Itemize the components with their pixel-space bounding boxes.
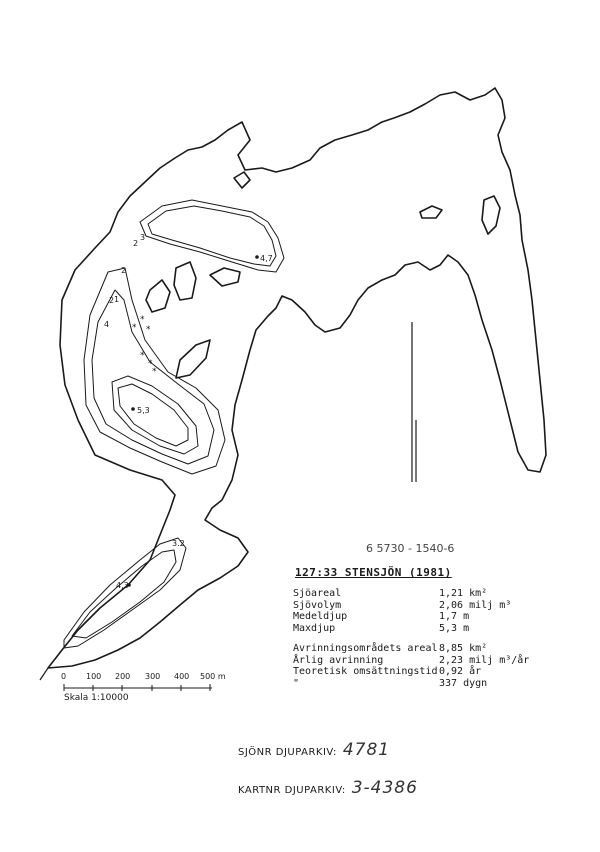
kartnr-value: 3-4386 (351, 778, 418, 798)
svg-text:*: * (140, 315, 145, 325)
vegetation-symbols (132, 315, 157, 377)
depth-label-4-7: 4,7 (260, 254, 273, 263)
island-5 (420, 206, 442, 218)
contour-south-1 (64, 538, 186, 648)
scale-tick-200: 200 (115, 672, 131, 681)
scale-tick-300: 300 (145, 672, 161, 681)
island-4 (210, 268, 240, 286)
island-2 (174, 262, 196, 300)
contour-label-3: 3 (140, 233, 146, 242)
svg-text:*: * (152, 367, 157, 377)
scale-tick-100: 100 (86, 672, 102, 681)
stat-row: Sjöareal 1,21 km² (293, 588, 488, 599)
svg-text:*: * (146, 325, 151, 335)
contour-label-3-2: 3.2 (172, 539, 185, 548)
scale-caption: Skala 1:10000 (64, 693, 129, 703)
lake-statistics (293, 588, 559, 689)
sjonr-archive (238, 740, 390, 760)
stat-row: Maxdjup 5,3 m (293, 622, 470, 634)
depth-label-4-3: 4,3 (116, 581, 129, 590)
kartnr-archive (238, 778, 418, 798)
contour-central-4 (118, 384, 188, 446)
sjonr-value: 4781 (342, 740, 391, 760)
scale-tick-0: 0 (61, 672, 67, 681)
depth-label-5-3: 5,3 (137, 406, 150, 415)
island-7 (234, 172, 250, 188)
island-3 (176, 340, 210, 378)
contour-label-4: 4 (104, 320, 110, 329)
stat-row: Sjövolym 2,06 milj m³ (293, 599, 512, 611)
kartnr-label: KARTNR DJUPARKIV: (238, 785, 346, 796)
contour-label-2a: 2 (133, 239, 139, 248)
deep-point-central (131, 407, 135, 411)
contour-label-2c: 2 (109, 296, 115, 305)
stat-row: " 337 dygn (293, 677, 488, 689)
stat-row: Årlig avrinning 2,23 milj m³/år (293, 654, 530, 666)
svg-text:*: * (148, 359, 153, 369)
contour-central-3 (112, 376, 198, 454)
inlet-stream (40, 668, 48, 680)
scale-tick-400: 400 (174, 672, 190, 681)
deep-point-north (255, 255, 259, 259)
lake-title: 127:33 STENSJÖN (1981) (295, 566, 452, 579)
stat-row: Teoretisk omsättningstid 0,92 år (293, 666, 482, 677)
stat-row: Medeldjup 1,7 m (293, 611, 470, 622)
svg-text:*: * (132, 323, 137, 333)
island-6 (482, 196, 500, 234)
sjonr-label: SJÖNR DJUPARKIV: (238, 747, 337, 758)
contour-label-2b: 2 (121, 266, 127, 275)
contour-label-1: 1 (114, 295, 120, 304)
island-1 (146, 280, 170, 312)
contour-south-2 (72, 550, 176, 638)
svg-text:*: * (140, 351, 145, 361)
scale-tick-500: 500 m (200, 672, 226, 681)
stat-row: Avrinningsområdets areal 8,85 km² (293, 643, 488, 654)
scale-bar (64, 684, 212, 691)
handwritten-code: 6 5730 - 1540-6 (366, 542, 455, 555)
